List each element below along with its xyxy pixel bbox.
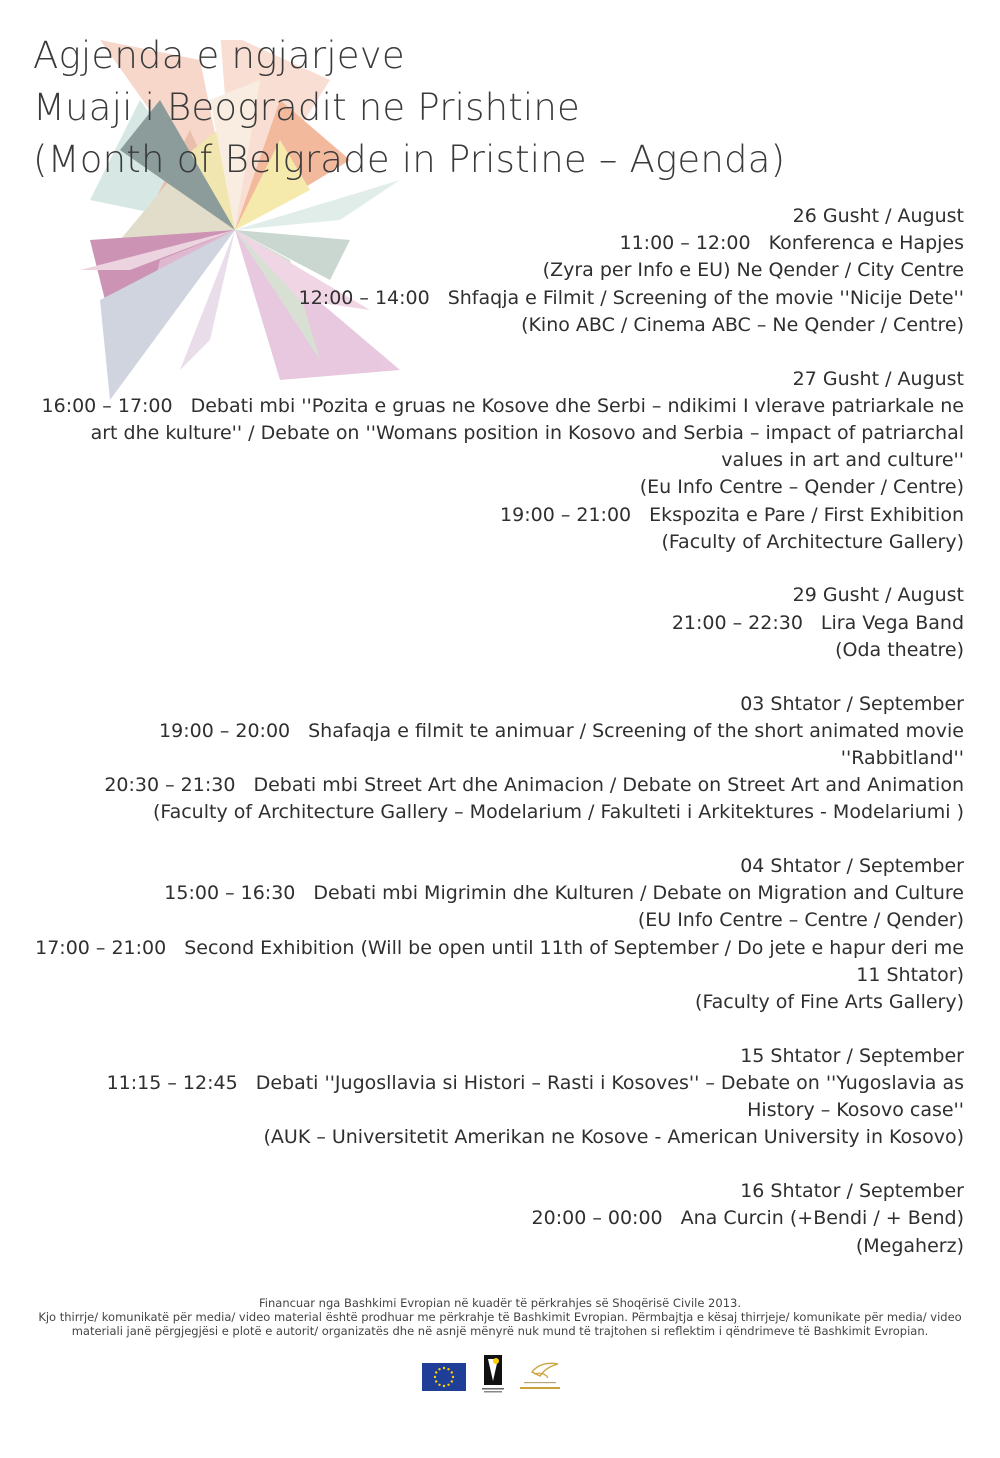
agenda-event-line (34, 880, 964, 907)
event-time: 17:00 – 21:00 (35, 936, 167, 959)
agenda-event-line (34, 1233, 964, 1260)
event-time: 19:00 – 21:00 (500, 503, 632, 526)
agenda-event-line (34, 285, 964, 312)
agenda-event-line (34, 907, 964, 934)
agenda-event-line (34, 393, 964, 475)
agenda-event-line (34, 474, 964, 501)
agenda-day (34, 203, 964, 339)
agenda-event-line (34, 935, 964, 989)
event-description: (Faculty of Architecture Gallery – Modelarium / Fakulteti i Arkitektures - Modelariumi ) (152, 801, 964, 824)
agenda-event-line (34, 1124, 964, 1151)
agenda-event-line (34, 257, 964, 284)
agenda-event-line (34, 637, 964, 664)
event-time: 16:00 – 17:00 (41, 394, 173, 417)
title-line-2: Muaji i Beogradit ne Prishtine (33, 86, 581, 129)
agenda-day (34, 691, 964, 827)
event-description: Ekspozita e Pare / First Exhibition (649, 503, 964, 526)
agenda-day (34, 1178, 964, 1260)
title-line-3: (Month of Belgrade in Pristine – Agenda) (33, 138, 786, 181)
title-line-1: Agjenda e ngjarjeve (33, 34, 405, 77)
page-title (33, 30, 785, 186)
agenda-day (34, 853, 964, 1016)
eu-flag-logo (422, 1363, 466, 1391)
agenda-event-line (34, 312, 964, 339)
event-description: Shafaqja e filmit te animuar / Screening of the short animated movie ''Rabbitland'' (308, 719, 964, 769)
event-description: (Megaherz) (855, 1234, 964, 1257)
event-time: 11:00 – 12:00 (619, 232, 751, 255)
agenda-day (34, 366, 964, 556)
agenda-event-line (34, 799, 964, 826)
event-description: (Kino ABC / Cinema ABC – Ne Qender / Centre) (521, 313, 964, 336)
event-description: (Oda theatre) (835, 638, 964, 661)
event-description: (EU Info Centre – Centre / Qender) (637, 909, 964, 932)
event-time: 21:00 – 22:30 (671, 611, 803, 634)
agenda-day-title: 03 Shtator / September (740, 692, 964, 715)
event-description: (AUK – Universitetit Amerikan ne Kosove - American University in Kosovo) (263, 1126, 964, 1149)
agenda-event-line (34, 1205, 964, 1232)
event-description: Second Exhibition (Will be open until 11th of September / Do jete e hapur deri me 11 Shtator) (184, 936, 964, 986)
centre-dove-logo (518, 1360, 562, 1394)
agenda-event-line (34, 230, 964, 257)
agenda-event-line (34, 772, 964, 799)
sponsor-logos (422, 1355, 572, 1395)
event-time: 20:00 – 00:00 (531, 1207, 663, 1230)
footer-line-2: Kjo thirrje/ komunikatë për media/ video material është prodhuar me përkrahje të Bashkimit Evropian. Përmbajtja e kësaj thirrjeje/ komunikate për media/ video materiali janë përgjegjësi e plotë e autorit/ organizatës dhe në asnjë mënyrë nuk mund të trajtohen si reflektim i qëndrimeve të Bashkimit Evropian. (38, 1310, 962, 1338)
event-agenda (34, 203, 964, 1286)
event-description: Debati ''Jugosllavia si Histori – Rasti i Kosoves'' – Debate on ''Yugoslavia as History – Kosovo case'' (255, 1071, 964, 1122)
agenda-event-line (34, 610, 964, 637)
event-description: Ana Curcin (+Bendi / + Bend) (680, 1207, 964, 1230)
event-time: 12:00 – 14:00 (298, 286, 430, 309)
agenda-day (34, 582, 964, 664)
event-description: Lira Vega Band (820, 611, 964, 634)
agenda-day (34, 1043, 964, 1152)
event-description: Debati mbi ''Pozita e gruas ne Kosove dhe Serbi – ndikimi I vlerave patriarkale ne art dhe kulture'' / Debate on ''Womans position in Kosovo and Serbia – impact of patriarchal values in art and culture'' (90, 394, 964, 472)
agenda-day-title: 04 Shtator / September (740, 855, 964, 878)
funding-disclaimer (30, 1296, 970, 1338)
organization-logo (480, 1355, 506, 1395)
event-description: Konferenca e Hapjes (768, 232, 964, 255)
event-description: (Faculty of Architecture Gallery) (661, 530, 964, 553)
agenda-event-line (34, 529, 964, 556)
event-time: 11:15 – 12:45 (106, 1071, 238, 1094)
event-time: 19:00 – 20:00 (159, 719, 291, 742)
agenda-event-line (34, 1070, 964, 1124)
agenda-event-line (34, 989, 964, 1016)
event-description: (Faculty of Fine Arts Gallery) (695, 991, 964, 1014)
agenda-day-title: 15 Shtator / September (740, 1044, 964, 1067)
event-description: Debati mbi Migrimin dhe Kulturen / Debate on Migration and Culture (313, 882, 964, 905)
event-description: (Eu Info Centre – Qender / Centre) (639, 476, 964, 499)
agenda-event-line (34, 718, 964, 772)
agenda-day-title: 16 Shtator / September (740, 1180, 964, 1203)
event-time: 20:30 – 21:30 (104, 774, 236, 797)
event-description: Debati mbi Street Art dhe Animacion / Debate on Street Art and Animation (253, 774, 964, 797)
agenda-day-title: 29 Gusht / August (792, 584, 964, 607)
event-description: (Zyra per Info e EU) Ne Qender / City Centre (542, 259, 964, 282)
footer-line-1: Financuar nga Bashkimi Evropian në kuadër të përkrahjes së Shoqërisë Civile 2013. (259, 1296, 741, 1310)
agenda-day-title: 27 Gusht / August (792, 367, 964, 390)
agenda-day-title: 26 Gusht / August (792, 205, 964, 227)
event-time: 15:00 – 16:30 (164, 882, 296, 905)
event-description: Shfaqja e Filmit / Screening of the movie ''Nicije Dete'' (447, 286, 964, 309)
agenda-event-line (34, 502, 964, 529)
